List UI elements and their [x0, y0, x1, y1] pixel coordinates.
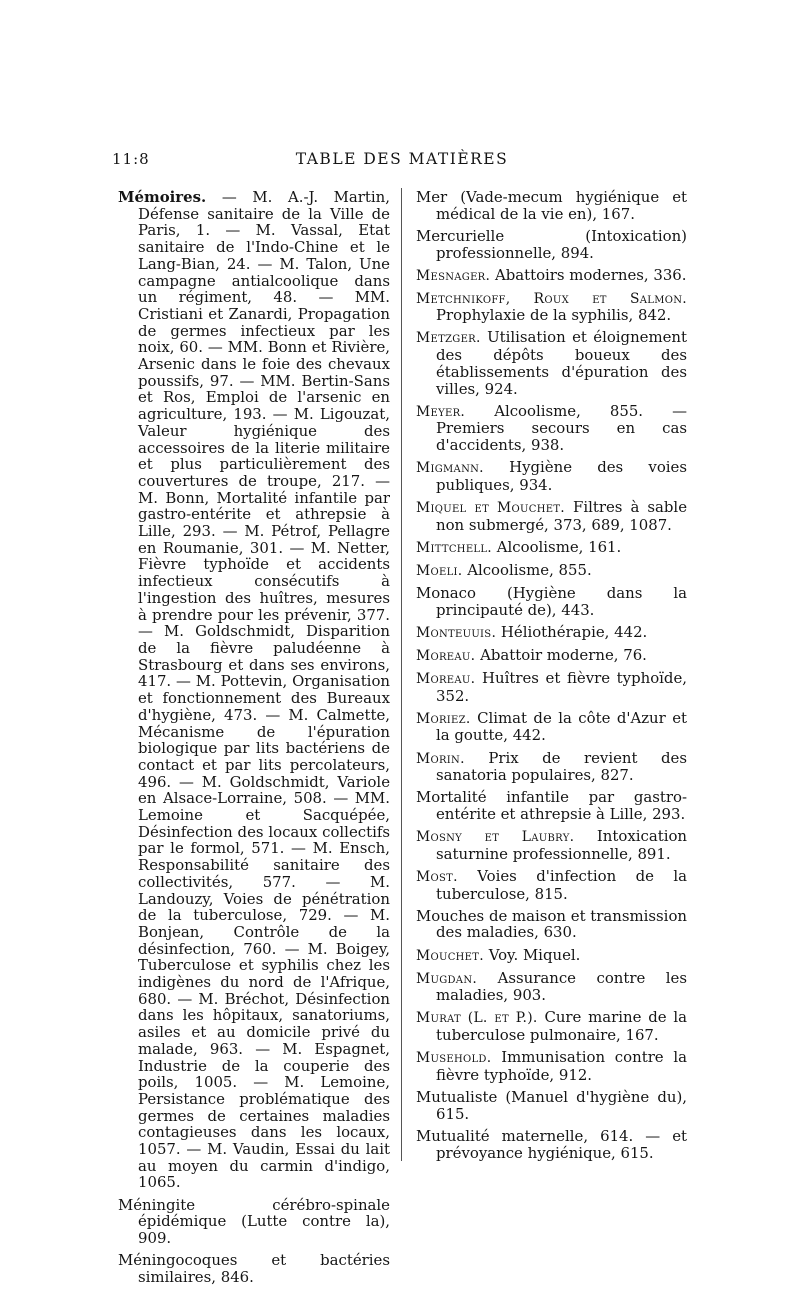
- entry-author: Mugdan.: [416, 970, 478, 987]
- entry-text: Cure marine de la tuberculose pulmonaire, 167.: [436, 1008, 687, 1045]
- index-entry: [416, 228, 687, 261]
- entry-headword: Mouches: [416, 906, 485, 925]
- entry-text: Alcoolisme, 161.: [496, 537, 622, 556]
- page-number: 11:8: [112, 150, 150, 168]
- entry-text: de maison et transmission des maladies, 630.: [436, 906, 688, 942]
- entry-text: Utilisation et éloignement des dépôts boueux des établissements d'épuration des villes, 924.: [436, 328, 688, 398]
- entry-text: Abattoirs modernes, 336.: [494, 265, 687, 284]
- entry-text: (Intoxication) professionnelle, 894.: [436, 226, 687, 262]
- entry-author: Moreau.: [416, 647, 476, 664]
- entry-headword: Méningocoques: [118, 1251, 238, 1270]
- entry-headword: Mémoires.: [118, 188, 207, 206]
- entry-text: Prophylaxie de la syphilis, 842.: [436, 306, 672, 325]
- left-column: [118, 189, 390, 1291]
- entry-text: — M. A.-J. Martin, Défense sanitaire de la Ville de Paris, 1. — M. Vassal, Etat sanitaire de l'Indo-Chine et le Lang-Bian, 24. — M. Talon, Une campagne antialcoolique dans un régiment, 48. — MM. Cristiani et Zanardi, Propagation de germes infectieux par les noix, 60. — MM. Bonn et Rivière, Arsenic dans le foie des chevaux poussifs, 97. — MM. Bertin-Sans et Ros, Emploi de l'arsenic en agriculture, 193. — M. Ligouzat, Valeur hygiénique des accessoires de la literie militaire et plus particulièrement des couvertures de troupe, 217. — M. Bonn, Mortalité infantile par gastro-entérite et athrepsie à Lille, 293. — M. Pétrof, Pellagre en Roumanie, 301. — M. Netter, Fièvre typhoïde et accidents infectieux consécutifs à l'ingestion des huîtres, mesures à prendre pour les prévenir, 377. — M. Goldschmidt, Disparition de la fièvre paludéenne à Strasbourg et dans ses environs, 417. — M. Pottevin, Organisation et fonctionnement des Bureaux d'hygiène, 473. — M. Calmette, Mécanisme de l'épuration biologique par lits bactériens de contact et par lits percolateurs, 496. — M. Goldschmidt, Variole en Alsace-Lorraine, 508. — MM. Lemoine et Sacquépée, Désinfection des locaux collectifs par le formol, 571. — M. Ensch, Responsabilité sanitaire des collectivités, 577. — M. Landouzy, Voies de pénétration de la tuberculose, 729. — M. Bonjean, Contrôle de la désinfection, 760. — M. Boigey, Tuberculose et syphilis chez les indigènes du nord de l'Afrique, 680. — M. Bréchot, Désinfection dans les hôpitaux, sanatoriums, asiles et au domicile privé du malade, 963. — M. Espagnet, Industrie de la couperie des poils, 1005. — M. Lemoine, Persistance problématique des germes de certaines maladies contagieuses dans les locaux, 1057. — M. Vaudin, Essai du lait au moyen du carmin d'indigo, 1065.: [138, 188, 390, 1192]
- entry-text: Intoxication saturnine professionnelle, 891.: [436, 827, 688, 863]
- index-entry: [416, 459, 687, 493]
- index-entry: [416, 868, 687, 902]
- entry-text: (Manuel d'hygiène du), 615.: [436, 1088, 687, 1123]
- index-entry: [416, 1049, 687, 1083]
- index-entry: [416, 908, 687, 941]
- index-entry: [118, 1197, 390, 1247]
- index-entry: [416, 828, 687, 862]
- entry-text: infantile par gastro-entérite et athrepsie à Lille, 293.: [436, 788, 687, 824]
- index-entry: [118, 189, 390, 1191]
- entry-text: Voy. Miquel.: [488, 945, 581, 964]
- entry-author: Musehold.: [416, 1050, 492, 1067]
- entry-author: Migmann.: [416, 460, 484, 477]
- entry-text: maternelle, 614. — et prévoyance hygiénique, 615.: [436, 1126, 688, 1162]
- index-entry: [416, 624, 687, 642]
- index-entry: [416, 403, 687, 454]
- entry-text: Immunisation contre la fièvre typhoïde, 912.: [436, 1048, 687, 1084]
- entry-text: (Vade-mecum hygiénique et médical de la vie en), 167.: [436, 188, 687, 223]
- column-divider: [401, 188, 402, 1161]
- entry-text: Hygiène des voies publiques, 934.: [436, 458, 688, 494]
- page-title: TABLE DES MATIÈ​RES: [295, 150, 509, 168]
- entry-author: Mesnager.: [416, 267, 491, 284]
- index-entry: [416, 290, 687, 324]
- entry-headword: Mer: [416, 188, 448, 206]
- entry-author: Most.: [416, 868, 458, 885]
- index-entry: [416, 647, 687, 665]
- page-header: [112, 150, 692, 174]
- index-entry: [416, 329, 687, 397]
- index-entry: [416, 189, 687, 222]
- index-entry: [416, 670, 687, 704]
- entry-author: Murat (L. et P.).: [416, 1010, 538, 1027]
- entry-text: Climat de la côte d'Azur et la goutte, 442.: [436, 708, 687, 745]
- entry-text: (Hygiène dans la principauté de), 443.: [436, 583, 688, 619]
- entry-headword: Monaco: [416, 583, 476, 602]
- entry-author: Monteuuis.: [416, 624, 497, 641]
- index-entry: [416, 585, 687, 618]
- index-entry: [416, 499, 687, 533]
- entry-author: Mosny et Laubry.: [416, 829, 575, 846]
- entry-text: et bactéries similaires, 846.: [138, 1251, 390, 1286]
- entry-text: Alcoolisme, 855.: [467, 560, 592, 579]
- entry-author: Mouchet.: [416, 947, 484, 964]
- entry-author: Moeli.: [416, 562, 463, 579]
- entry-author: Moriez.: [416, 710, 471, 727]
- index-entry: [416, 947, 687, 965]
- entry-headword: Mercurielle: [416, 226, 505, 245]
- entry-author: Metchnikoff, Roux et Salmon.: [416, 290, 687, 307]
- index-entry: [416, 267, 687, 285]
- index-entry: [416, 750, 687, 784]
- entry-headword: Mortalité: [416, 788, 487, 807]
- entry-headword: Mutualiste: [416, 1088, 498, 1107]
- entry-text: Voies d'infection de la tuberculose, 815.: [436, 866, 688, 903]
- index-entry: [416, 789, 687, 822]
- entry-author: Morin.: [416, 750, 465, 767]
- index-entry: [416, 1128, 687, 1161]
- entry-author: Moreau.: [416, 670, 476, 687]
- entry-text: cérébro-spinale épidémique (Lutte contre la), 909.: [138, 1195, 390, 1247]
- entry-text: Huîtres et fièvre typhoïde, 352.: [436, 668, 687, 705]
- entry-text: Prix de revient des sanatoria populaires, 827.: [436, 748, 687, 785]
- entry-text: Filtres à sable non submergé, 373, 689, 1087.: [436, 497, 688, 534]
- index-entry: [416, 1009, 687, 1043]
- index-entry: [416, 970, 687, 1004]
- entry-author: Metzger.: [416, 330, 481, 347]
- entry-author: Meyer.: [416, 403, 466, 420]
- entry-author: Miquel et Mouchet.: [416, 499, 565, 516]
- index-entry: [416, 710, 687, 744]
- entry-text: Héliothérapie, 442.: [500, 622, 648, 641]
- entry-author: Mittchell.: [416, 539, 493, 556]
- entry-text: Abattoir moderne, 76.: [480, 645, 647, 664]
- entry-text: Assurance contre les maladies, 903.: [436, 968, 688, 1005]
- entry-text: Alcoolisme, 855. — Premiers secours en cas d'accidents, 938.: [436, 401, 687, 455]
- index-entry: [416, 1089, 687, 1122]
- index-entry: [118, 1252, 390, 1285]
- right-column: [416, 189, 687, 1167]
- entry-headword: Mutualité: [416, 1126, 490, 1145]
- entry-headword: Méningite: [118, 1195, 196, 1214]
- index-entry: [416, 562, 687, 580]
- index-entry: [416, 539, 687, 557]
